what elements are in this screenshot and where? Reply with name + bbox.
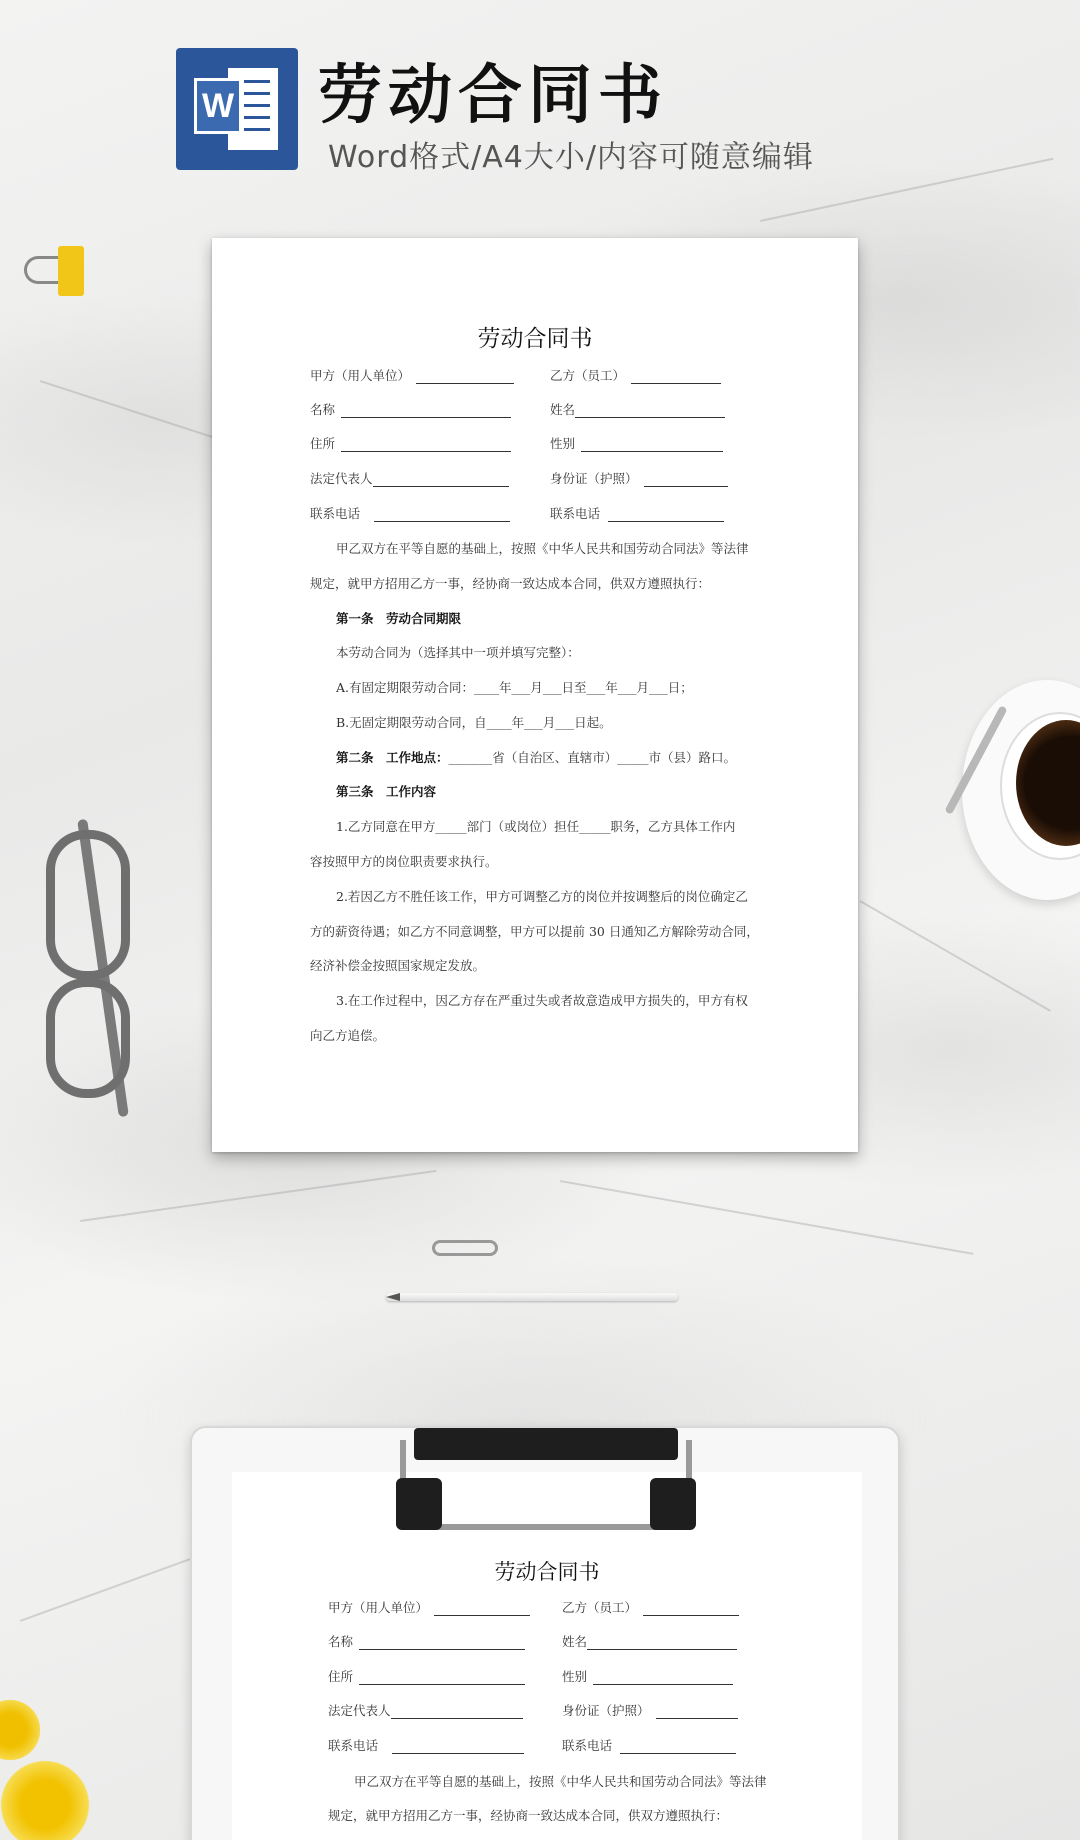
field-label: 联系电话 bbox=[310, 506, 361, 521]
field-name-b bbox=[550, 400, 725, 418]
article-1-option-b: B.无固定期限劳动合同，自____年___月___日起。 bbox=[336, 715, 612, 730]
blank-line bbox=[643, 1604, 739, 1616]
banner-title: 劳动合同书 bbox=[318, 59, 668, 133]
document-title: 劳动合同书 bbox=[477, 326, 593, 352]
field-label: 性别 bbox=[550, 436, 576, 451]
field-gender bbox=[562, 1667, 733, 1685]
field-legal-rep bbox=[328, 1701, 523, 1719]
glasses-lens-top bbox=[46, 830, 130, 980]
flower bbox=[0, 1700, 40, 1760]
field-label: 性别 bbox=[562, 1669, 588, 1684]
article-3-p1-line1: 1.乙方同意在甲方_____部门（或岗位）担任_____职务，乙方具体工作内 bbox=[336, 819, 736, 834]
field-label: 法定代表人 bbox=[310, 471, 373, 486]
marble-vein bbox=[560, 1180, 974, 1255]
word-logo-letter: W bbox=[194, 78, 242, 134]
paperclip-icon bbox=[432, 1240, 498, 1256]
blank-line bbox=[416, 372, 514, 384]
article-2-text: _______省（自治区、直辖市）_____市（县）路口。 bbox=[448, 750, 737, 765]
clipboard-clip bbox=[414, 1428, 678, 1460]
field-label: 住所 bbox=[328, 1669, 354, 1684]
blank-line bbox=[593, 1673, 733, 1685]
field-id-card bbox=[550, 469, 728, 487]
document-title: 劳动合同书 bbox=[494, 1560, 600, 1584]
intro-line-1: 甲乙双方在平等自愿的基础上，按照《中华人民共和国劳动合同法》等法律 bbox=[336, 541, 749, 556]
field-address bbox=[310, 434, 511, 452]
clipboard-clip-foot-right bbox=[650, 1478, 696, 1530]
blank-line bbox=[359, 1638, 525, 1650]
field-id-card bbox=[562, 1701, 738, 1719]
field-phone-b bbox=[550, 504, 724, 522]
blank-line bbox=[359, 1673, 525, 1685]
field-label: 名称 bbox=[310, 402, 336, 417]
clipboard-clip-foot-left bbox=[396, 1478, 442, 1530]
field-phone-a bbox=[310, 504, 510, 522]
contract-page bbox=[212, 238, 858, 1152]
article-3-title: 第三条 工作内容 bbox=[336, 784, 437, 799]
field-label: 乙方（员工） bbox=[550, 368, 626, 383]
article-1-title: 第一条 劳动合同期限 bbox=[336, 611, 462, 626]
field-party-b bbox=[550, 366, 721, 384]
blank-line bbox=[620, 1742, 736, 1754]
field-label: 乙方（员工） bbox=[562, 1600, 638, 1615]
blank-line bbox=[575, 406, 725, 418]
intro-line-2: 规定，就甲方招用乙方一事，经协商一致达成本合同，供双方遵照执行： bbox=[310, 576, 711, 591]
marble-vein bbox=[80, 1170, 437, 1222]
field-party-a bbox=[328, 1598, 530, 1616]
field-label: 住所 bbox=[310, 436, 336, 451]
flower bbox=[0, 1760, 90, 1840]
field-label: 联系电话 bbox=[328, 1738, 379, 1753]
field-label: 身份证（护照） bbox=[562, 1703, 650, 1718]
field-label: 姓名 bbox=[562, 1634, 588, 1649]
intro-line-1: 甲乙双方在平等自愿的基础上，按照《中华人民共和国劳动合同法》等法律 bbox=[354, 1774, 767, 1789]
field-label: 甲方（用人单位） bbox=[310, 368, 411, 383]
blank-line bbox=[392, 1742, 524, 1754]
blank-line bbox=[391, 1707, 523, 1719]
field-phone-a bbox=[328, 1736, 524, 1754]
blank-line bbox=[373, 475, 509, 487]
article-3-p3-line1: 3.在工作过程中，因乙方存在严重过失或者故意造成甲方损失的，甲方有权 bbox=[336, 993, 748, 1008]
blank-line bbox=[341, 406, 511, 418]
banner-subtitle: Word格式/A4大小/内容可随意编辑 bbox=[328, 140, 814, 175]
marble-vein bbox=[20, 1552, 209, 1622]
field-phone-b bbox=[562, 1736, 736, 1754]
field-party-b bbox=[562, 1598, 739, 1616]
field-label: 联系电话 bbox=[550, 506, 601, 521]
blank-line bbox=[656, 1707, 738, 1719]
blank-line bbox=[581, 440, 723, 452]
pencil bbox=[386, 1293, 678, 1301]
blank-line bbox=[341, 440, 511, 452]
blank-line bbox=[608, 510, 724, 522]
field-name-b bbox=[562, 1632, 737, 1650]
glasses-lens-bottom bbox=[46, 978, 130, 1098]
field-label: 联系电话 bbox=[562, 1738, 613, 1753]
article-3-p3-line2: 向乙方追偿。 bbox=[310, 1028, 386, 1043]
article-3-p2-line2: 方的薪资待遇；如乙方不同意调整，甲方可以提前 30 日通知乙方解除劳动合同， bbox=[310, 924, 759, 939]
field-label: 姓名 bbox=[550, 402, 576, 417]
field-label: 身份证（护照） bbox=[550, 471, 638, 486]
field-party-a bbox=[310, 366, 514, 384]
article-3-p2-line3: 经济补偿金按照国家规定发放。 bbox=[310, 958, 486, 973]
intro-line-2: 规定，就甲方招用乙方一事，经协商一致达成本合同，供双方遵照执行： bbox=[328, 1808, 729, 1823]
field-label: 甲方（用人单位） bbox=[328, 1600, 429, 1615]
field-label: 名称 bbox=[328, 1634, 354, 1649]
article-2 bbox=[336, 748, 736, 766]
article-2-label: 第二条 工作地点： bbox=[336, 750, 449, 765]
field-address bbox=[328, 1667, 525, 1685]
field-gender bbox=[550, 434, 723, 452]
article-3-p2-line1: 2.若因乙方不胜任该工作，甲方可调整乙方的岗位并按调整后的岗位确定乙 bbox=[336, 889, 748, 904]
article-1-line: 本劳动合同为（选择其中一项并填写完整）： bbox=[336, 645, 580, 660]
blank-line bbox=[434, 1604, 530, 1616]
article-3-p1-line2: 容按照甲方的岗位职责要求执行。 bbox=[310, 854, 498, 869]
marble-vein bbox=[860, 900, 1052, 1012]
blank-line bbox=[644, 475, 728, 487]
article-1-option-a: A.有固定期限劳动合同：____年___月___日至___年___月___日； bbox=[336, 680, 693, 695]
field-name-a bbox=[310, 400, 511, 418]
word-logo-icon bbox=[176, 48, 298, 170]
field-label: 法定代表人 bbox=[328, 1703, 391, 1718]
field-legal-rep bbox=[310, 469, 509, 487]
binder-clip-icon bbox=[58, 246, 84, 296]
blank-line bbox=[587, 1638, 737, 1650]
blank-line bbox=[631, 372, 721, 384]
field-name-a bbox=[328, 1632, 525, 1650]
blank-line bbox=[374, 510, 510, 522]
